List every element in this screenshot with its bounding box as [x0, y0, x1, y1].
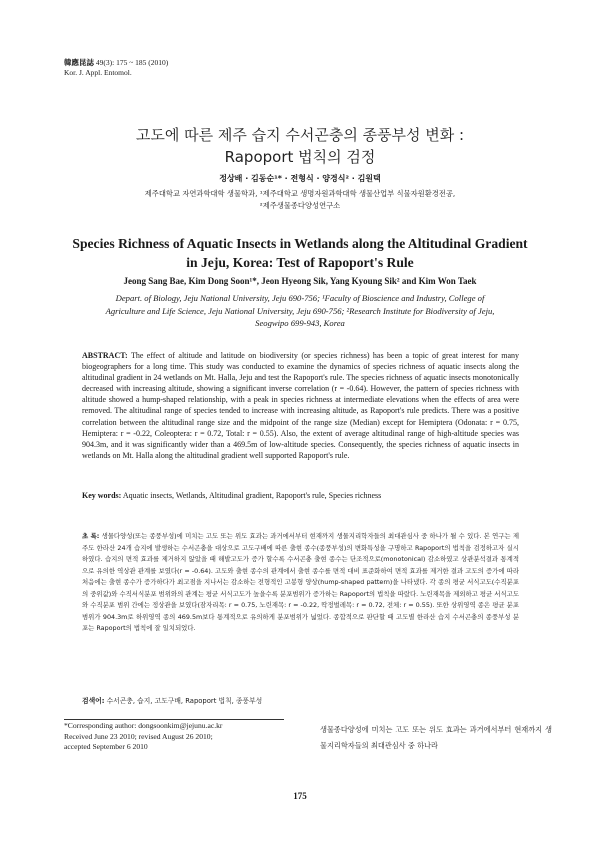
footnote: [64, 721, 304, 753]
accepted-date: accepted September 6 2010: [64, 742, 148, 752]
korean-abstract: [82, 531, 519, 635]
korean-title-line1: 고도에 따른 제주 습지 수서곤충의 종풍부성 변화 :: [135, 126, 465, 144]
keywords-label: Key words:: [82, 491, 122, 500]
keywords-text: Aquatic insects, Wetlands, Altitudinal gradient, Rapoport's rule, Species richness: [122, 491, 382, 500]
korean-abstract-label: 초 록:: [82, 532, 100, 540]
english-title-line2: in Jeju, Korea: Test of Rapoport's Rule: [186, 255, 414, 270]
korean-keywords-label: 검색어:: [82, 697, 105, 705]
english-affiliation-line3: Seogwipo 699-943, Korea: [255, 318, 345, 328]
korean-keywords: [82, 696, 519, 707]
english-authors: Jeong Sang Bae, Kim Dong Soon¹*, Jeon Hyeong Sik, Yang Kyoung Sik² and Kim Won Taek: [123, 276, 477, 286]
footnote-divider: [64, 719, 284, 720]
korean-title-line2: Rapoport 법칙의 검정: [224, 148, 376, 166]
korean-affiliation: [40, 188, 560, 212]
pull-quote: 생물종다양성에 미치는 고도 또는 위도 효과는 과거에서부터 현재까지 생물지리학자들의 최대관심사 중 하나라: [320, 725, 552, 750]
english-title: [40, 234, 560, 272]
english-keywords: [82, 490, 519, 501]
journal-abbrev: Kor. J. Appl. Entomol.: [64, 68, 132, 77]
journal-name: 韓應昆誌: [64, 58, 94, 67]
journal-citation: [64, 58, 168, 68]
journal-header: [64, 58, 168, 78]
journal-volume: 49(3): 175 ~ 185 (2010): [95, 58, 169, 67]
korean-authors: 정상배 · 김동순¹* · 전형식 · 양경식² · 김원택: [219, 174, 381, 183]
english-affiliation-line1: Depart. of Biology, Jeju National University, Jeju 690-756; ¹Faculty of Bioscience and Industry, College of: [115, 293, 485, 303]
english-affiliation: [40, 292, 560, 330]
english-abstract: [82, 350, 519, 461]
abstract-label: ABSTRACT:: [82, 351, 128, 360]
korean-abstract-text: 생물다양성(또는 종풍부성)에 미치는 고도 또는 위도 효과는 과거에서부터 현재까지 생물지리학자들의 최대관심사 중 하나가 될 수 있다. 본 연구는 제주도 한라산 24개 습지에 발생하는 수서곤충을 대상으로 고도구배에 따른 출현 종수(종풍부성)의 변화특성을 구명하고 Rapoport의 법칙을 검정하고자 실시하였다. 습지의 면적 효과를 제거하지 않았을 때 해발고도가 증가 할수록 수서곤충 출현 종수는 단조적으로(monotonical) 감소하였고 상관분석결과 통계적으로 유의한 역상관 관계를 보였다(r = -0.64). 고도와 출현 종수의 관계에서 출현 종수를 면적 대비 표준화하여 면적 효과를 제거한 결과 고도의 증가에 따라 처음에는 출현 종수가 증가하다가 최고점을 지나서는 감소하는 전형적인 고봉형 양상(hump-shaped pattern)을 나타냈다. 각 종의 평균 서식고도(수직분포의 중위값)와 수직서식분포 범위와의 관계는 평균 서식고도가 높을수록 분포범위가 증가하는 Rapoport의 법칙을 따랐다. 노린재목을 제외하고 평균 서식고도와 수직분포 범위 간에는 정상관을 보였다(잠자리목: r = 0.75, 노린재목: r = -0.22, 딱정벌레목: r = 0.72, 전체: r = 0.55). 또한 상위영역 종은 평균 분포범위가 904.3m로 하위영역 종의 469.5m보다 통계적으로 유의하게 분포범위가 넓었다. 종합적으로 판단할 때 고도별 한라산 습지 수서곤충의 종풍부성 분포는 Rapoport의 법칙에 잘 일치되었다.: [82, 532, 519, 632]
english-affiliation-line2: Agriculture and Life Science, Jeju National University, Jeju 690-756; ²Research Institute for Biodiversity of Jeju,: [105, 305, 495, 316]
abstract-text: The effect of altitude and latitude on biodiversity (or species richness) has been a topic of great interest for many biogeographers for a long time. This study was conducted to examine the dynamics of species richness of aquatic insects along the altitudinal gradient in 24 wetlands on Mt. Halla, Jeju and test the Rapoport's rule. The species richness of aquatic insects monotonically decreased with increasing altitude, showing a significant inverse correlation (r = -0.64). However, the pattern of species richness with altitude showed a hump-shaped relationship, with a peak in species richness at intermediate elevations when the effects of area were removed. The altitudinal range of species tended to increase with increasing altitude, as Rapoport's rule predicts. There was a positive correlation between the altitudinal range size and the midpoint of the range size (Median) except for Hemiptera (Odonata: r = 0.75, Hemiptera: r = -0.22, Coleoptera: r = 0.72, Total: r = 0.55). Also, the extent of average altitudinal range of high-altitude species was 904.3m, and it was significantly wider than a 469.5m of low-altitude species. Consequently, the species richness of aquatic insects in wetlands on Mt. Halla along the altitudinal gradient well supported Rapoport's rule.: [82, 351, 519, 460]
page-number: 175: [293, 791, 307, 801]
korean-keywords-text: 수서곤충, 습지, 고도구배, Rapoport 법칙, 종풍부성: [106, 697, 263, 705]
corresponding-author: *Corresponding author: dongsoonkim@jejunu.ac.kr: [64, 721, 223, 730]
english-title-line1: Species Richness of Aquatic Insects in Wetlands along the Altitudinal Gradient: [72, 236, 528, 251]
korean-affiliation-line2: ²제주생물종다양성연구소: [259, 201, 341, 210]
received-date: Received June 23 2010; revised August 26 2010;: [64, 731, 213, 741]
korean-title: [40, 124, 560, 168]
korean-affiliation-line1: 제주대학교 자연과학대학 생물학과, ¹제주대학교 생명자원과학대학 생물산업부 식물자원환경전공,: [144, 189, 456, 198]
